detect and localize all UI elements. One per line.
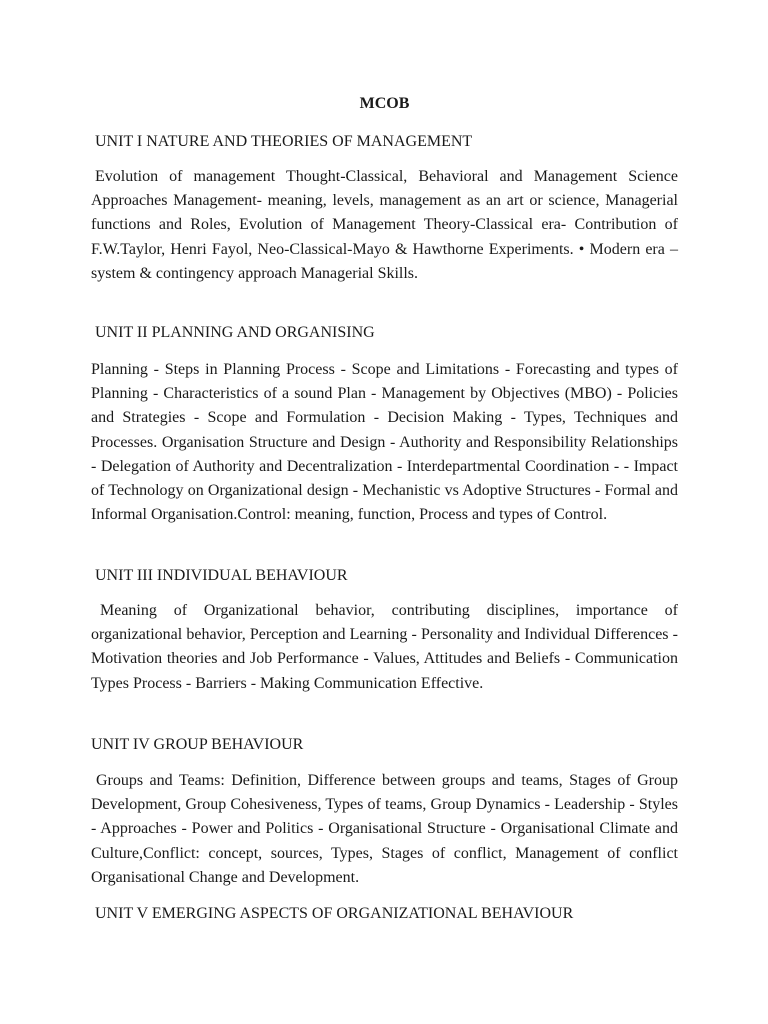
unit-3-body: Meaning of Organizational behavior, contributing disciplines, importance of organizational behavior, Perception and Learning - Personality and Individual Differences - Motivation theories and Job Performance - Values, Attitudes and Beliefs - Communication Types Process - Barriers - Making Communication Effective. [91,602,678,692]
unit-5-heading: UNIT V EMERGING ASPECTS OF ORGANIZATIONAL BEHAVIOUR [95,905,574,922]
document-title: MCOB [359,95,410,112]
unit-2-heading: UNIT II PLANNING AND ORGANISING [95,324,375,341]
unit-1-heading: UNIT I NATURE AND THEORIES OF MANAGEMENT [95,133,473,150]
unit-4-heading: UNIT IV GROUP BEHAVIOUR [91,736,304,753]
unit-3-heading: UNIT III INDIVIDUAL BEHAVIOUR [95,567,348,584]
unit-4-body: Groups and Teams: Definition, Difference between groups and teams, Stages of Group Development, Group Cohesiveness, Types of teams, Group Dynamics - Leadership - Styles - Approaches - Power and Politics - Organisational Structure - Organisational Climate and Culture,Conflict: concept, sources, Types, Stages of conflict, Management of conflict Organisational Change and Development. [91,772,678,886]
unit-2-body: Planning - Steps in Planning Process - Scope and Limitations - Forecasting and types of Planning - Characteristics of a sound Plan - Management by Objectives (MBO) - Policies and Strategies - Scope and Formulation - Decision Making - Types, Techniques and Processes. Organisation Structure and Design - Authority and Responsibility Relationships - Delegation of Authority and Decentralization - Interdepartmental Coordination - - Impact of Technology on Organizational design - Mechanistic vs Adoptive Structures - Formal and Informal Organisation.Control: meaning, function, Process and types of Control. [91,361,678,524]
document-page [91,0,678,1024]
unit-1-body: Evolution of management Thought-Classical, Behavioral and Management Science Approaches Management- meaning, levels, management as an art or science, Managerial functions and Roles, Evolution of Management Theory-Classical era- Contribution of F.W.Taylor, Henri Fayol, Neo-Classical-Mayo & Hawthorne Experiments. • Modern era – system & contingency approach Managerial Skills. [91,168,678,282]
